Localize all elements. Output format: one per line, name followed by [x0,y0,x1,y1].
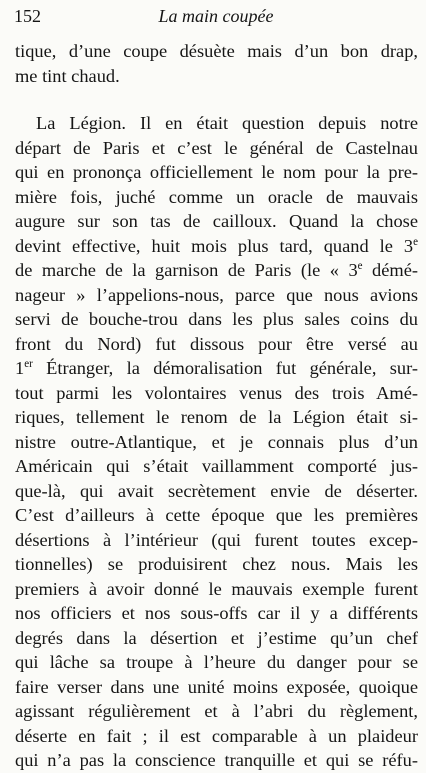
text-line: tique, d’une coupe désuète mais d’un bon drap, [15,41,418,61]
text-line: qui lâche sa troupe à l’heure du danger pour se [15,652,418,672]
text-line: 1er Étranger, la démoralisation fut générale, sur- [15,357,418,378]
text-line: front du Nord) fut dissous pour être versé au [15,333,418,354]
text-line: départ de Paris et c’est le général de Castelnau [15,137,418,158]
paragraph-break [15,88,418,111]
text-line: mière fois, juché comme un oracle de mauvais [15,186,418,207]
text-line: La Légion. Il en était question depuis notre [36,113,418,133]
text-line: nos officiers et nos sous-offs car il y a différents [15,603,418,623]
running-title: La main coupée [158,6,274,26]
text-line: nistre outre-Atlantique, et je connais plus d’un [15,431,418,452]
text-line: tionnelles) se produisirent chez nous. Mais les [15,554,418,574]
text-line: augure sur son tas de cailloux. Quand la chose [15,211,418,231]
page-header [14,2,418,30]
text-line: C’est d’ailleurs à cette époque que les premières [15,505,418,525]
text-line: faire verser dans une unité moins exposée, quoique [15,676,418,697]
page-number: 152 [14,6,41,26]
text-line: agissant régulièrement et à l’abri du règlement, [15,701,418,721]
text-line: tout parmi les volontaires venus des trois Amé- [15,382,418,403]
text-line: devint effective, huit mois plus tard, quand le 3e [15,235,418,256]
text-line: qui en prononça officiellement le nom pour la pre- [15,162,418,182]
text-line: que-là, qui avait secrètement envie de déserter. [15,480,418,501]
text-line: de marche de la garnison de Paris (le « 3e démé- [15,259,418,280]
text-line: me tint chaud. [15,65,120,86]
text-line: Américain qui s’était vaillamment comporté jus- [15,456,418,476]
text-line: servi de bouche-trou dans les plus sales coins du [15,309,418,329]
text-line: qui n’a pas la conscience tranquille et qui se réfu- [15,750,418,770]
text-line: riques, tellement le renom de la Légion était si- [15,407,418,427]
text-line: déserte en fait ; il est comparable à un plaideur [15,725,418,746]
text-line: nageur » l’appelions-nous, parce que nous avions [15,284,418,305]
text-line: degrés dans la désertion et j’estime qu’un chef [15,627,418,648]
text-line: premiers à avoir donné le mauvais exemple furent [15,578,418,599]
text-line: désertions à l’intérieur (qui furent toutes excep- [15,529,418,550]
body-text [15,39,418,773]
